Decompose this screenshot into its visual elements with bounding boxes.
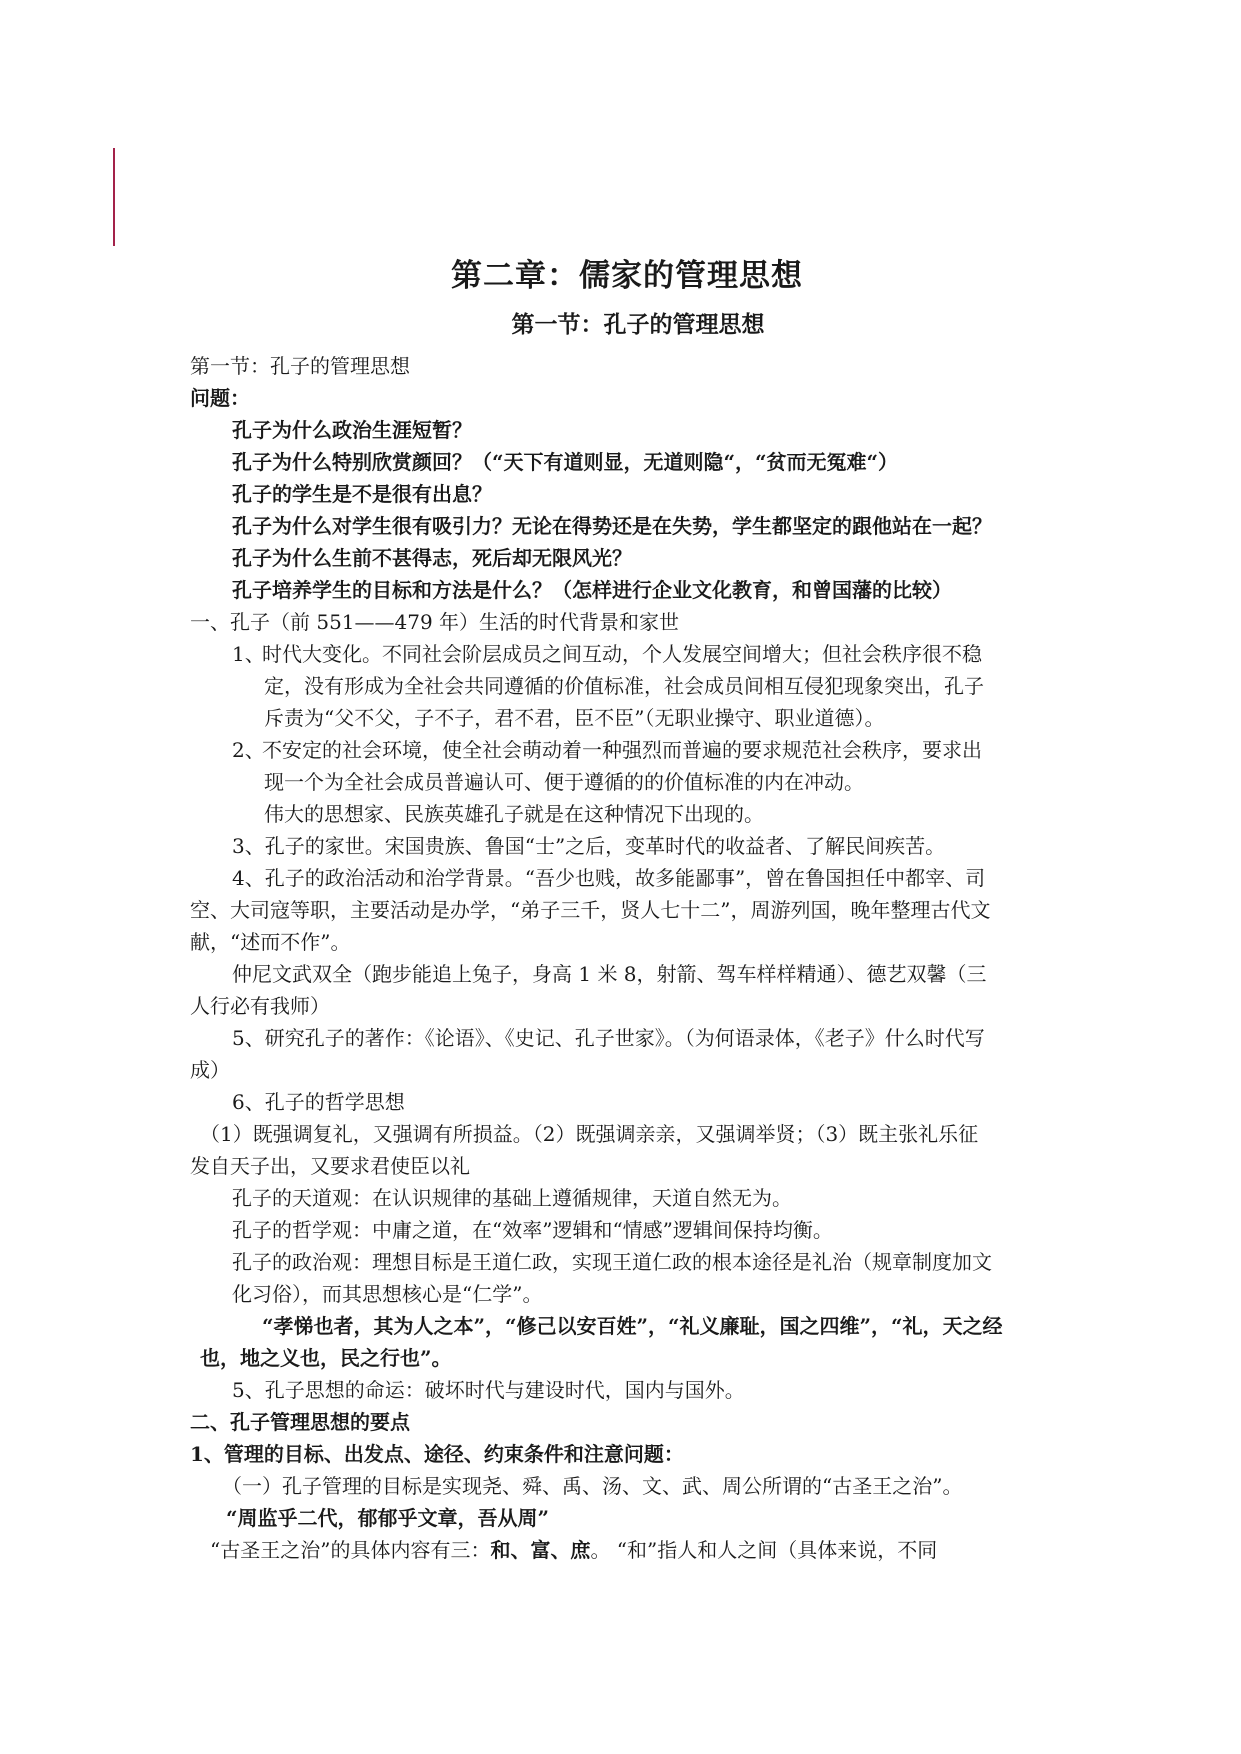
last-paragraph: “古圣王之治”的具体内容有三：和、富、庶。 “和”指人和人之间（具体来说，不同 [210, 1538, 938, 1562]
tiandao-paragraph: 孔子的天道观：在认识规律的基础上遵循规律，天道自然无为。 [232, 1186, 792, 1210]
list-item-2: 2、不安定的社会环境，使全社会萌动着一种强烈而普遍的要求规范社会秩序，要求出 [190, 734, 1052, 766]
question-item: 孔子为什么特别欣赏颜回？（“天下有道则显，无道则隐“，“贫而无冤难“） [232, 450, 899, 474]
item6-detail: （1）既强调复礼，又强调有所损益。（2）既强调亲亲，又强调举贤；（3）既主张礼乐征 [200, 1122, 979, 1146]
quote-line: “孝悌也者，其为人之本”，“修己以安百姓”，“礼义廉耻，国之四维”，“礼，天之经 [262, 1314, 1003, 1338]
question-item: 孔子的学生是不是很有出息？ [232, 482, 492, 506]
list-item-4-cont: 献，“述而不作”。 [190, 930, 351, 954]
list-item-4: 4、孔子的政治活动和治学背景。“吾少也贱，故多能鄙事”，曾在鲁国担任中都宰、司 [232, 866, 986, 890]
list-item-2-cont: 伟大的思想家、民族英雄孔子就是在这种情况下出现的。 [264, 802, 764, 826]
question-item: 孔子为什么政治生涯短暂？ [232, 418, 472, 442]
zhengzhi-paragraph: 孔子的政治观：理想目标是王道仁政，实现王道仁政的根本途径是礼治（规章制度加文 [232, 1250, 992, 1274]
zhongni-paragraph: 仲尼文武双全（跑步能追上兔子，身高 1 米 8，射箭、驾车样样精通）、德艺双馨（三 [232, 962, 987, 986]
goal-paragraph: （一）孔子管理的目标是实现尧、舜、禹、汤、文、武、周公所谓的“古圣王之治”。 [222, 1474, 963, 1498]
list-item-5b: 5、孔子思想的命运：破坏时代与建设时代，国内与国外。 [232, 1378, 745, 1402]
question-item: 孔子为什么生前不甚得志，死后却无限风光？ [232, 546, 632, 570]
item-number: 2、 [232, 738, 265, 762]
chapter-title: 第二章：儒家的管理思想 [451, 258, 803, 294]
document-body [190, 256, 1052, 1566]
list-item-1-cont: 斥责为“父不父，子不子，君不君，臣不臣”（无职业操守、职业道德）。 [264, 706, 885, 730]
list-item-5: 5、研究孔子的著作：《论语》、《史记、孔子世家》。（为何语录体，《老子》什么时代写 [232, 1026, 985, 1050]
list-item-2-cont: 现一个为全社会成员普遍认可、便于遵循的的价值标准的内在冲动。 [264, 770, 864, 794]
quote-line-cont: 也，地之义也，民之行也”。 [200, 1346, 452, 1370]
item-number: 1、 [232, 642, 265, 666]
questions-label: 问题： [190, 386, 250, 410]
zhengzhi-paragraph-cont: 化习俗），而其思想核心是“仁学”。 [232, 1282, 543, 1306]
list-item-3: 3、孔子的家世。宋国贵族、鲁国“士”之后，变革时代的收益者、了解民间疾苦。 [232, 834, 946, 858]
question-item: 孔子培养学生的目标和方法是什么？（怎样进行企业文化教育，和曾国藩的比较） [232, 578, 952, 602]
zhongni-paragraph-cont: 人行必有我师） [190, 994, 330, 1018]
zhou-quote: “周监乎二代，郁郁乎文章，吾从周” [226, 1506, 550, 1530]
list-item-5-cont: 成） [190, 1058, 230, 1082]
part1-heading: 一、孔子（前 551——479 年）生活的时代背景和家世 [190, 610, 680, 634]
zhexue-paragraph: 孔子的哲学观：中庸之道，在“效率”逻辑和“情感”逻辑间保持均衡。 [232, 1218, 833, 1242]
margin-mark [113, 148, 115, 246]
question-item: 孔子为什么对学生很有吸引力？无论在得势还是在失势，学生都坚定的跟他站在一起？ [232, 514, 992, 538]
list-item-6: 6、孔子的哲学思想 [232, 1090, 405, 1114]
section-title-plain: 第一节：孔子的管理思想 [190, 354, 410, 378]
part2-heading: 二、孔子管理思想的要点 [190, 1410, 410, 1434]
list-item-1: 1、时代大变化。不同社会阶层成员之间互动，个人发展空间增大；但社会秩序很不稳 [190, 638, 1052, 670]
section-title: 第一节：孔子的管理思想 [511, 311, 765, 338]
emphasis-he-fu-shu: 和、富、庶 [490, 1538, 591, 1562]
list-item-4-cont: 空、大司寇等职，主要活动是办学，“弟子三千，贤人七十二”，周游列国，晚年整理古代文 [190, 898, 991, 922]
item6-detail-cont: 发自天子出，又要求君使臣以礼 [190, 1154, 470, 1178]
list-item-1-cont: 定，没有形成为全社会共同遵循的价值标准，社会成员间相互侵犯现象突出，孔子 [264, 674, 984, 698]
part2-subheading: 1、管理的目标、出发点、途径、约束条件和注意问题： [190, 1442, 684, 1466]
